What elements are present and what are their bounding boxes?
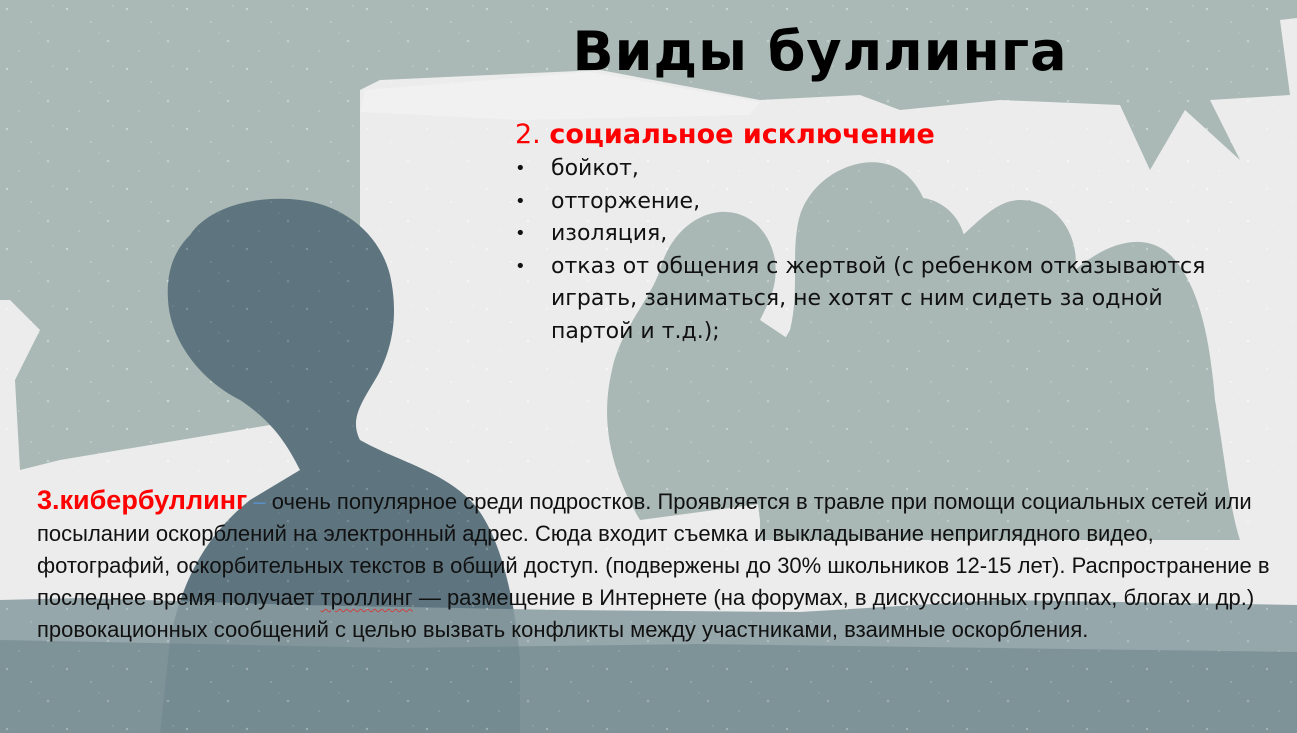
paragraph-text: очень популярное среди подростков. Проявляется в травле при помощи социальных сетей или посылании оскорблений на электронный адрес. Сюда входит съемка и выкладывание неприглядного видео, фотографий, оскорбительных текстов в общий доступ. (подвержены до 30% школьников 12-15 лет). Распространение в последнее время получает — [37, 489, 1270, 610]
heading-dash: – — [247, 489, 272, 514]
bullet-icon: • — [515, 190, 526, 212]
bullet-icon: • — [515, 223, 526, 244]
bullet-icon: • — [515, 158, 526, 179]
section-number: 2. — [515, 119, 541, 150]
list-item-text: изоляция, — [551, 221, 668, 246]
slide-title: Виды буллинга — [572, 20, 1068, 83]
cyberbullying-paragraph — [37, 484, 1277, 646]
list-item — [515, 218, 1215, 251]
bullet-icon: • — [515, 255, 526, 277]
bullet-list — [515, 153, 1215, 348]
social-exclusion-section — [515, 117, 1215, 348]
list-item-text: бойкот, — [551, 156, 639, 181]
cyberbullying-heading: 3.кибербуллинг — [37, 485, 248, 515]
section-heading-text: социальное исключение — [549, 119, 935, 150]
list-item-text: отторжение, — [551, 188, 701, 214]
list-item — [515, 153, 1215, 186]
trolling-term: троллинг — [320, 585, 413, 610]
list-item — [515, 251, 1215, 349]
paragraph-text-continued: — размещение в Интернете (на форумах, в дискуссионных группах, блогах и др.) провокационных сообщений с целью вызвать конфликты между участниками, взаимные оскорбления. — [37, 585, 1255, 642]
list-item — [515, 186, 1215, 219]
social-exclusion-heading — [515, 117, 1215, 153]
list-item-text: отказ от общения с жертвой (с ребенком отказываются играть, заниматься, не хотят с ним сидеть за одной партой и т.д.); — [551, 253, 1206, 344]
